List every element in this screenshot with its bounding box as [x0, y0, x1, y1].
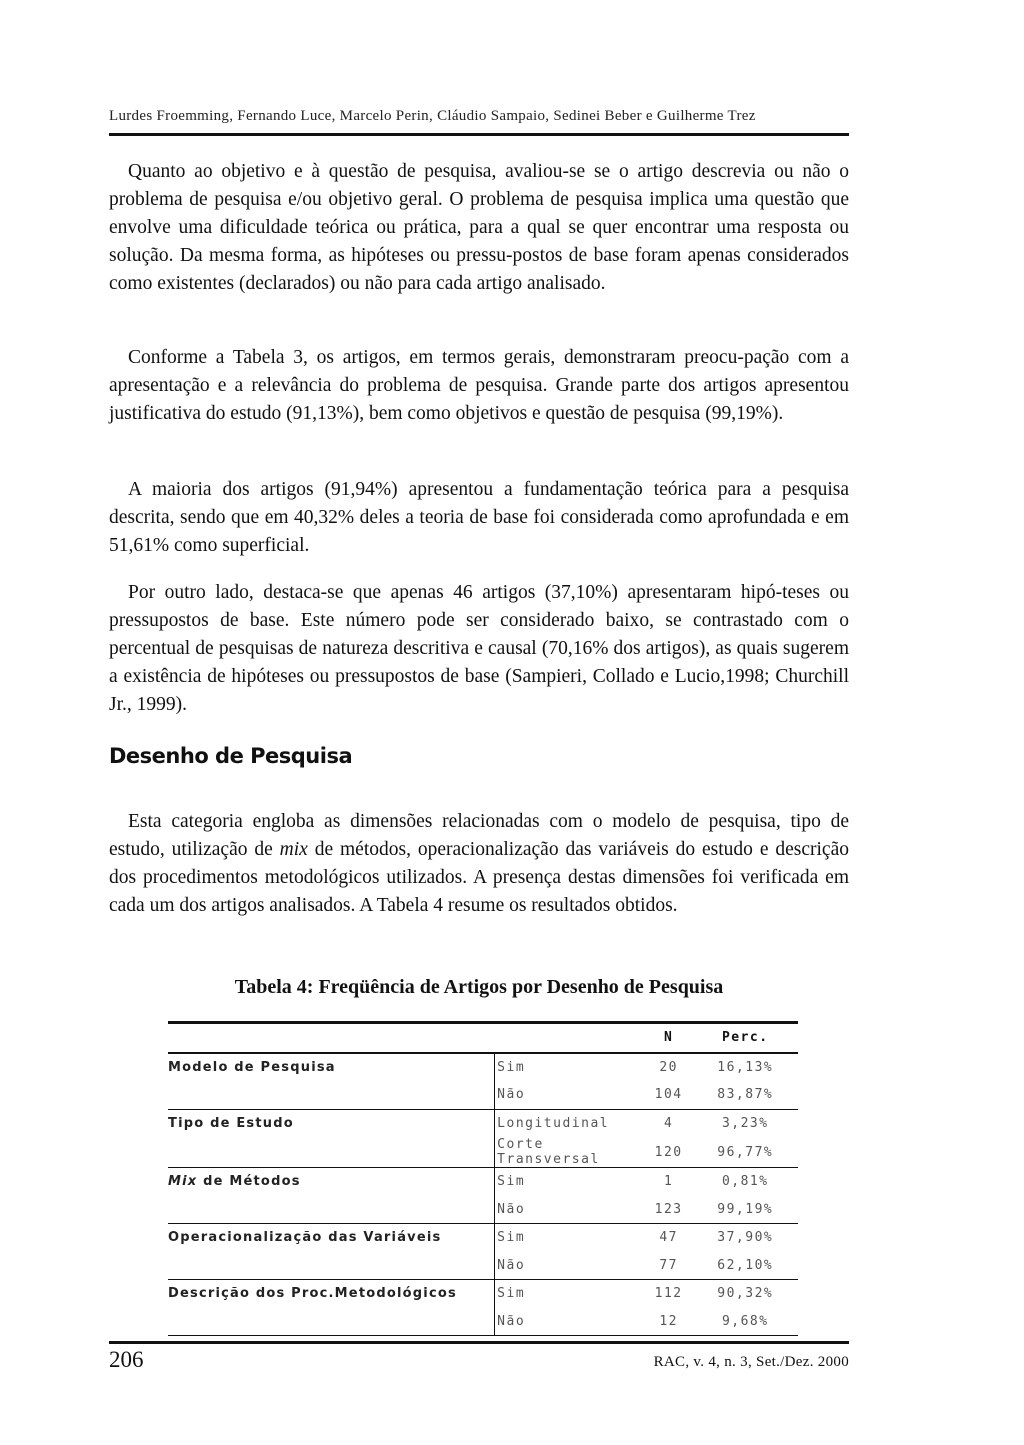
perc-cell: 37,90% — [717, 1230, 774, 1246]
page-number: 206 — [109, 1347, 144, 1372]
table-row — [168, 1053, 798, 1082]
option-cell: Longitudinal — [495, 1109, 645, 1137]
table-header-perc: Perc. — [693, 1024, 798, 1053]
table-header-blank-2 — [495, 1024, 645, 1053]
paragraph-fundamentacao: A maioria dos artigos (91,94%) apresentou a fundamentação teórica para a pesquisa descrita, sendo que em 40,32% deles a teoria de base foi considerada como aprofundada e em 51,61% como superficial. — [109, 479, 849, 556]
perc-cell: 83,87% — [693, 1081, 798, 1109]
table-header-row — [168, 1024, 798, 1053]
journal-reference: RAC, v. 4, n. 3, Set./Dez. 2000 — [653, 1354, 849, 1370]
n-cell: 47 — [659, 1230, 678, 1246]
table-row — [168, 1308, 798, 1336]
table-row — [168, 1081, 798, 1109]
group-label-empty — [168, 1308, 495, 1336]
perc-cell: 16,13% — [717, 1059, 774, 1075]
section-title: Desenho de Pesquisa — [109, 744, 353, 768]
perc-cell: 3,23% — [721, 1115, 769, 1131]
footer-rule — [109, 1341, 849, 1344]
table-row — [168, 1168, 798, 1196]
table-4 — [168, 1021, 798, 1336]
group-label-italic: Mix — [168, 1174, 198, 1190]
n-cell: 120 — [645, 1137, 693, 1168]
group-label-empty — [168, 1252, 495, 1280]
table-header-blank — [168, 1024, 495, 1053]
group-label: Descrição dos Proc.Metodológicos — [168, 1286, 457, 1302]
table-row — [168, 1109, 798, 1137]
header-rule — [109, 133, 849, 136]
n-cell: 1 — [663, 1174, 674, 1190]
n-cell: 112 — [654, 1286, 683, 1302]
option-cell: Não — [495, 1081, 645, 1109]
group-label-empty — [168, 1081, 495, 1109]
paragraph-desenho-part2: de métodos, operacionalização das variáveis do estudo e descrição dos procedimentos metodológicos utilizados. A presença destas dimensões foi verificada em cada um dos artigos analisados. A Tabela 4 resume os resultados obtidos. — [109, 839, 849, 916]
n-cell: 12 — [645, 1308, 693, 1336]
n-cell: 4 — [663, 1115, 674, 1131]
option-cell: Sim — [495, 1280, 645, 1308]
paragraph-hipoteses: Por outro lado, destaca-se que apenas 46 artigos (37,10%) apresentaram hipó-teses ou pressupostos de base. Este número pode ser considerado baixo, se contrastado com o percentual de pesquisas de natureza descritiva e causal (70,16% dos artigos), as quais sugerem a existência de hipóteses ou pressupostos de base (Sampieri, Collado e Lucio,1998; Churchill Jr., 1999). — [109, 582, 849, 715]
option-cell: Sim — [495, 1168, 645, 1196]
perc-cell: 90,32% — [717, 1286, 774, 1302]
option-cell: Sim — [495, 1224, 645, 1252]
group-label — [168, 1168, 495, 1196]
perc-cell: 62,10% — [693, 1252, 798, 1280]
perc-cell: 0,81% — [721, 1174, 769, 1190]
option-cell: Não — [495, 1252, 645, 1280]
table-row — [168, 1280, 798, 1308]
paragraph-objetivo: Quanto ao objetivo e à questão de pesquisa, avaliou-se se o artigo descrevia ou não o problema de pesquisa e/ou objetivo geral. O problema de pesquisa implica uma questão que envolve uma dificuldade teórica ou prática, para a qual se quer encontrar uma resposta ou solução. Da mesma forma, as hipóteses ou pressu-postos de base foram apenas considerados como existentes (declarados) ou não para cada artigo analisado. — [109, 161, 849, 294]
group-label-rest: de Métodos — [197, 1174, 301, 1190]
n-cell: 104 — [645, 1081, 693, 1109]
paragraph-desenho-italic: mix — [279, 839, 308, 860]
table-row — [168, 1137, 798, 1168]
perc-cell: 96,77% — [693, 1137, 798, 1168]
perc-cell: 99,19% — [693, 1196, 798, 1224]
group-label-empty — [168, 1137, 495, 1168]
n-cell: 123 — [645, 1196, 693, 1224]
option-cell: Não — [495, 1308, 645, 1336]
table-row — [168, 1224, 798, 1252]
table-row — [168, 1196, 798, 1224]
group-label-empty — [168, 1196, 495, 1224]
table-header-n: N — [645, 1024, 693, 1053]
option-cell: Sim — [495, 1053, 645, 1082]
perc-cell: 9,68% — [693, 1308, 798, 1336]
paragraph-desenho-part1: Esta categoria engloba as dimensões relacionadas com o modelo de pesquisa, tipo de estudo, utilização de — [109, 811, 849, 860]
paragraph-desenho — [109, 808, 849, 920]
group-label: Operacionalização das Variáveis — [168, 1230, 442, 1246]
option-cell: Não — [495, 1196, 645, 1224]
table-title: Tabela 4: Freqüência de Artigos por Desenho de Pesquisa — [234, 976, 724, 998]
paragraph-tabela-3: Conforme a Tabela 3, os artigos, em termos gerais, demonstraram preocu-pação com a apresentação e a relevância do problema de pesquisa. Grande parte dos artigos apresentou justificativa do estudo (91,13%), bem como objetivos e questão de pesquisa (99,19%). — [109, 347, 849, 424]
n-cell: 20 — [659, 1059, 678, 1075]
table-row — [168, 1252, 798, 1280]
table-4-grid — [168, 1024, 798, 1336]
option-cell: Corte Transversal — [495, 1137, 645, 1168]
group-label: Tipo de Estudo — [168, 1115, 294, 1131]
group-label: Modelo de Pesquisa — [168, 1059, 336, 1075]
n-cell: 77 — [645, 1252, 693, 1280]
running-header: Lurdes Froemming, Fernando Luce, Marcelo Perin, Cláudio Sampaio, Sedinei Beber e Guilherme Trez — [109, 108, 756, 124]
